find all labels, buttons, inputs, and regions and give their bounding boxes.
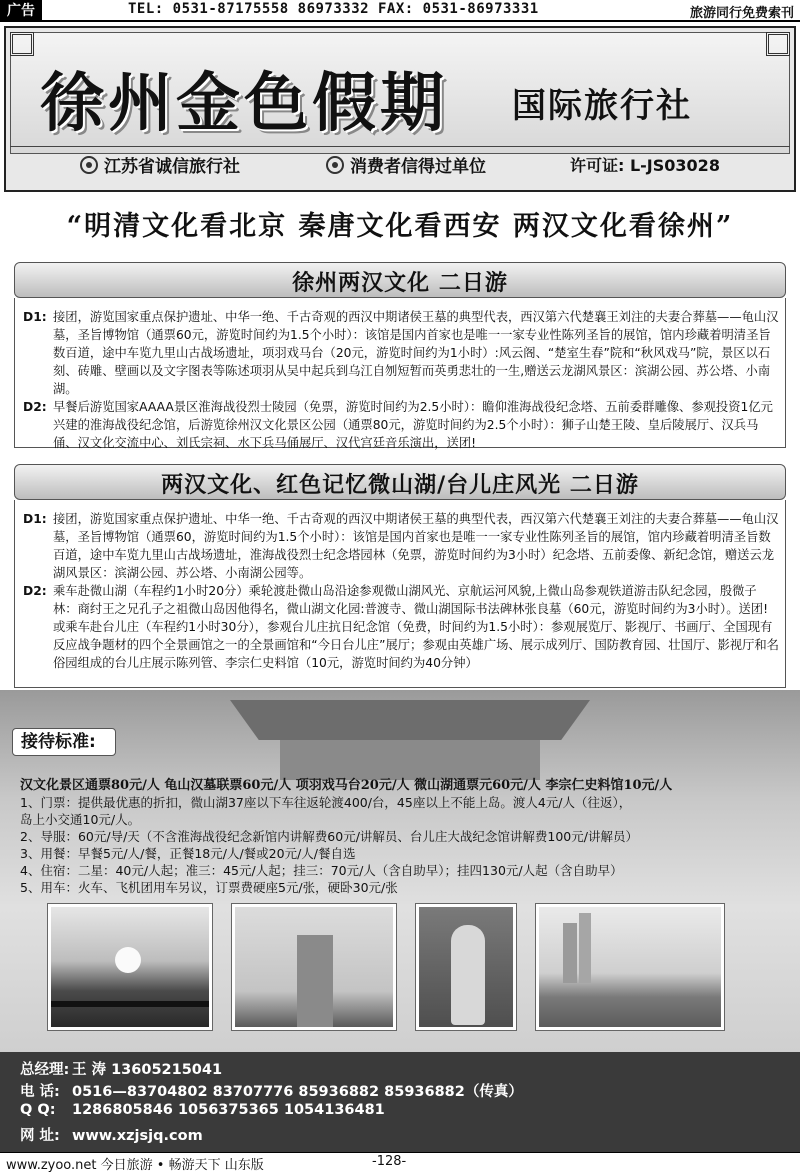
publication-site: www.zyoo.net 今日旅游 • 畅游天下 山东版 [6,1158,264,1173]
photo-city-lake [536,904,724,1030]
itinerary-day: D2: 乘车赴微山湖（车程约1小时20分）乘轮渡赴微山岛沿途参观微山湖风光、京航运河风貌,上微山岛参观铁道游击队纪念园，殷微子林：商纣王之兄孔子之祖微山岛因他得名，微山湖文化园:普渡寺、微山湖国际书法碑林张良墓（60元，游览时间约为3小时）。送团! 或乘车赴台儿庄（车程约1小时30分），参观台儿庄抗日纪念馆（免费，时间约为1.5小时）：参观展览厅、影视厅、书画厅、全国现有反应战争题材的四个全景画馆之一的全景画馆和“今日台儿庄”展厅；参观由英雄广场、展示成列厅、国防教育园、壮国厅、影视厅和名俗园组成的台儿庄展示陈列管、李宗仁史料馆（10元，游览时间约为40分钟） [23,584,779,670]
photo-lake-sunset [48,904,212,1030]
corner-ornament-icon [766,32,790,56]
section-2-title: 两汉文化、红色记忆微山湖/台儿庄风光 二日游 [161,473,639,498]
slogan: “明清文化看北京 秦唐文化看西安 两汉文化看徐州” [66,211,734,242]
flower-icon [326,156,344,174]
standard-item: 5、用车：火车、飞机团用车另议，订票费硬座5元/张，硬卧30元/张 [20,880,398,895]
section-1-body [14,298,786,448]
photo-memorial-tower [232,904,396,1030]
itinerary-day: D1: 接团，游览国家重点保护遗址、中华一绝、千古奇观的西汉中期诸侯王墓的典型代表，西汉第六代楚襄王刘注的夫妻合葬墓——龟山汉墓，圣旨博物馆（通票60，游览时间约为1.5个小时）：该馆是国内首家也是唯一一家专业性陈列圣旨的展馆，馆内珍藏着明清圣旨数百道，途中车览九里山古战场遗址，淮海战役烈士纪念塔园林（免票，游览时间约为3小时）纪念塔、五前委像、新纪念馆，赠送云龙湖风景区：滨湖公园、苏公塔、小南湖公园等。 [23,512,779,580]
itinerary-day: D2: 早餐后游览国家AAAA景区淮海战役烈士陵园（免票，游览时间约为2.5小时）：瞻仰淮海战役纪念塔、五前委群雕像、参观投资1亿元兴建的淮海战役纪念馆，后游览徐州汉文化景区公园（通票80元，游览时间约为2.5个小时）：狮子山楚王陵、皇后陵展厅、汉兵马俑、汉文化交流中心、刘氏宗祠、水下兵马俑展厅、汉代宫廷音乐演出，送团! [23,400,773,450]
tel-line: 电 话: 0516—83704802 83707776 85936882 85936882（传真） [20,1084,523,1100]
index-label: 旅游同行免费索刊 [689,6,794,21]
photo-statue [416,904,516,1030]
flower-icon [80,156,98,174]
company-logo-text: 徐州金色假期 [40,66,448,141]
standard-item: 2、导服：60元/导/天（不含淮海战役纪念新馆内讲解费60元/讲解员、台儿庄大战纪念馆讲解费100元/讲解员） [20,829,638,844]
website-line: 网 址: www.xzjsjq.com [20,1128,203,1144]
standard-item: 岛上小交通10元/人。 [20,812,141,827]
itinerary-day: D1: 接团，游览国家重点保护遗址、中华一绝、千古奇观的西汉中期诸侯王墓的典型代表，西汉第六代楚襄王刘注的夫妻合葬墓——龟山汉墓，圣旨博物馆（通票60元，游览时间约为1.5个小时）：该馆是国内首家也是唯一一家专业性陈列圣旨的展馆，馆内珍藏着明清圣旨数百道，途中车览九里山古战场遗址，项羽戏马台（20元，游览时间约为1小时）:风云阁、“楚室生春”院和“秋风戏马”院，景区以石 刻、砖雕、壁画以及文字图表等陈述项羽从吴中起兵到乌江自刎短暂而英勇悲壮的一生,赠送云龙湖风景区：滨湖公园、苏公塔、小南湖。 [23,310,779,396]
standard-item: 1、门票：提供最优惠的折扣，微山湖37座以下车往返轮渡400/台，45座以上不能上岛。渡人4元/人（往返）， [20,795,632,810]
pavilion-roof [230,700,590,740]
ticket-prices: 汉文化景区通票80元/人 龟山汉墓联票60元/人 项羽戏马台20元/人 微山湖通票元60元/人 李宗仁史料馆10元/人 [20,778,673,793]
section-2-body [14,500,786,688]
corner-ornament-icon [10,32,34,56]
badge-honest-agency: 江苏省诚信旅行社 [80,152,240,177]
ad-tag: 广告 [0,0,42,22]
standard-item: 4、住宿：二星：40元/人起；准三：45元/人起；挂三：70元/人（含自助早）；挂四130元/人起（含自助早） [20,863,623,878]
divider [10,146,790,147]
qq-line: Q Q: 1286805846 1056375365 1054136481 [20,1102,385,1118]
badge-trusted-unit: 消费者信得过单位 [326,152,486,177]
page-number: -128- [372,1154,407,1169]
reception-label: 接待标准: [12,728,116,756]
contact-line: TEL: 0531-87175558 86973332 FAX: 0531-86973331 [128,1,539,17]
company-subtitle: 国际旅行社 [512,86,692,126]
manager-line: 总经理: 王 涛 13605215041 [20,1062,223,1078]
section-1-title: 徐州两汉文化 二日游 [292,271,508,296]
standard-item: 3、用餐：早餐5元/人/餐，正餐18元/人/餐或20元/人/餐自选 [20,846,356,861]
license-number: 许可证: L-JS03028 [570,156,720,175]
